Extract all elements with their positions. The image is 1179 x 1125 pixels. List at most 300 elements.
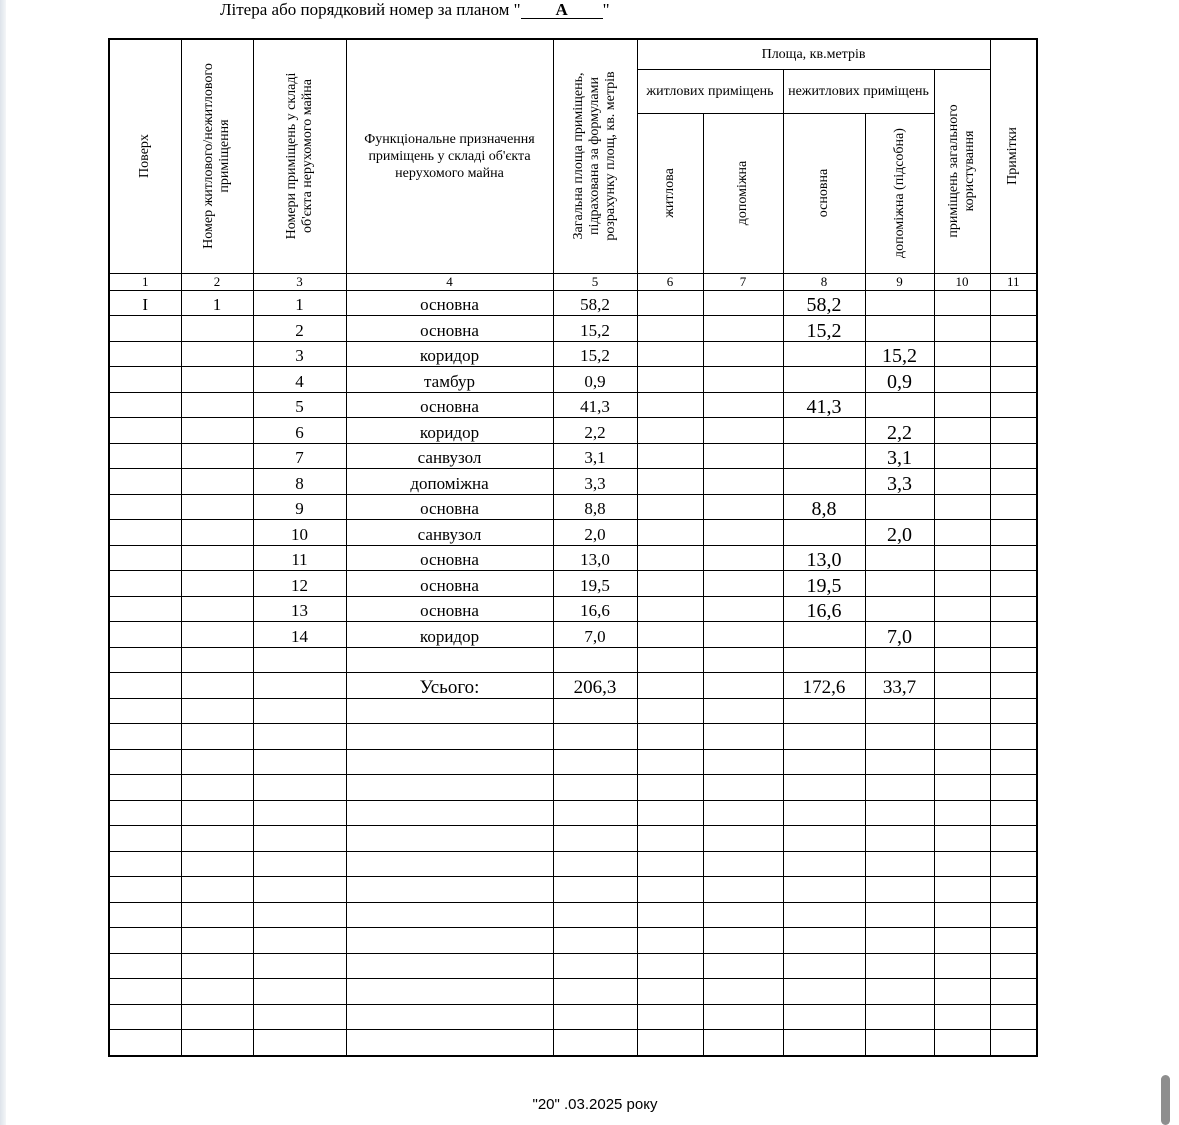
- empty-cell: [253, 673, 346, 699]
- cell-residential-living: [637, 520, 703, 546]
- cell-nonresidential-aux: 2,2: [865, 418, 934, 444]
- empty-cell: [865, 851, 934, 877]
- cell-residential-living: [637, 596, 703, 622]
- empty-cell: [934, 647, 990, 673]
- document-date: "20" .03.2025 року: [532, 1096, 658, 1113]
- empty-cell: [346, 647, 553, 673]
- empty-cell: [637, 826, 703, 852]
- table-row: [109, 622, 1037, 648]
- table-row: [109, 494, 1037, 520]
- empty-cell: [109, 979, 181, 1005]
- empty-cell: [109, 851, 181, 877]
- cell-residential-living: [637, 571, 703, 597]
- table-row: [109, 418, 1037, 444]
- empty-cell: [553, 877, 637, 903]
- empty-cell: [637, 877, 703, 903]
- cell-total-area: 19,5: [553, 571, 637, 597]
- table-row: [109, 545, 1037, 571]
- empty-row: [109, 647, 1037, 673]
- empty-cell: [703, 647, 783, 673]
- cell-room-number: 10: [253, 520, 346, 546]
- cell-room-number: 12: [253, 571, 346, 597]
- empty-cell: [253, 749, 346, 775]
- empty-cell: [783, 1030, 865, 1056]
- scrollbar-thumb[interactable]: [1161, 1075, 1170, 1125]
- cell-floor: [109, 622, 181, 648]
- column-number: 4: [346, 273, 553, 290]
- cell-room-number: 5: [253, 392, 346, 418]
- plan-letter-suffix: ": [602, 0, 610, 19]
- empty-cell: [109, 826, 181, 852]
- empty-cell: [703, 826, 783, 852]
- table-row: [109, 392, 1037, 418]
- cell-function: коридор: [346, 622, 553, 648]
- empty-cell: [934, 698, 990, 724]
- empty-cell: [346, 1004, 553, 1030]
- cell-nonresidential-aux: 3,3: [865, 469, 934, 495]
- empty-cell: [346, 724, 553, 750]
- cell-room-number: 7: [253, 443, 346, 469]
- header-room-numbers: Номери приміщень у складі об'єкта нерухомого майна: [253, 39, 346, 273]
- header-nonresidential: нежитлових приміщень: [783, 69, 934, 113]
- empty-cell: [181, 749, 253, 775]
- empty-cell: [703, 673, 783, 699]
- cell-notes: [990, 392, 1037, 418]
- header-residential-living: житлова: [637, 113, 703, 273]
- plan-letter-value: А: [521, 1, 603, 19]
- empty-cell: [934, 851, 990, 877]
- cell-nonresidential-aux: 15,2: [865, 341, 934, 367]
- empty-cell: [253, 647, 346, 673]
- empty-cell: [637, 749, 703, 775]
- empty-cell: [865, 928, 934, 954]
- empty-cell: [253, 902, 346, 928]
- empty-cell: [253, 877, 346, 903]
- empty-cell: [346, 953, 553, 979]
- empty-cell: [990, 775, 1037, 801]
- empty-cell: [934, 724, 990, 750]
- column-number: 6: [637, 273, 703, 290]
- cell-room-number: 6: [253, 418, 346, 444]
- empty-cell: [181, 724, 253, 750]
- table-row: [109, 520, 1037, 546]
- empty-cell: [865, 902, 934, 928]
- empty-cell: [181, 826, 253, 852]
- empty-cell: [553, 800, 637, 826]
- empty-cell: [346, 1030, 553, 1056]
- cell-notes: [990, 571, 1037, 597]
- cell-notes: [990, 290, 1037, 316]
- cell-residential-living: [637, 316, 703, 342]
- table-row: [109, 316, 1037, 342]
- empty-cell: [865, 826, 934, 852]
- cell-function: основна: [346, 571, 553, 597]
- empty-cell: [934, 953, 990, 979]
- table-body: [109, 290, 1037, 1056]
- cell-floor: [109, 392, 181, 418]
- cell-nonresidential-aux: [865, 290, 934, 316]
- cell-unit-number: [181, 316, 253, 342]
- empty-cell: [934, 877, 990, 903]
- cell-nonresidential-aux: 0,9: [865, 367, 934, 393]
- cell-room-number: 4: [253, 367, 346, 393]
- cell-floor: I: [109, 290, 181, 316]
- cell-unit-number: 1: [181, 290, 253, 316]
- empty-cell: [703, 775, 783, 801]
- empty-cell: [253, 1030, 346, 1056]
- empty-cell: [703, 851, 783, 877]
- empty-cell: [181, 698, 253, 724]
- empty-cell: [990, 647, 1037, 673]
- empty-cell: [783, 953, 865, 979]
- empty-cell: [553, 851, 637, 877]
- empty-cell: [865, 1030, 934, 1056]
- cell-nonresidential-main: [783, 367, 865, 393]
- empty-cell: [865, 698, 934, 724]
- column-number: 10: [934, 273, 990, 290]
- cell-room-number: 3: [253, 341, 346, 367]
- empty-cell: [637, 800, 703, 826]
- empty-row: [109, 928, 1037, 954]
- cell-notes: [990, 341, 1037, 367]
- cell-common-use: [934, 316, 990, 342]
- cell-unit-number: [181, 494, 253, 520]
- empty-cell: [553, 775, 637, 801]
- empty-cell: [109, 1004, 181, 1030]
- empty-cell: [637, 851, 703, 877]
- cell-residential-aux: [703, 443, 783, 469]
- empty-cell: [990, 979, 1037, 1005]
- empty-cell: [346, 775, 553, 801]
- cell-residential-aux: [703, 341, 783, 367]
- empty-cell: [990, 1030, 1037, 1056]
- empty-cell: [253, 979, 346, 1005]
- empty-cell: [637, 979, 703, 1005]
- header-residential: житлових приміщень: [637, 69, 783, 113]
- cell-residential-aux: [703, 392, 783, 418]
- cell-residential-living: [637, 392, 703, 418]
- empty-cell: [865, 800, 934, 826]
- cell-total-area: 3,3: [553, 469, 637, 495]
- cell-unit-number: [181, 571, 253, 597]
- column-numbers-row: [109, 273, 1037, 290]
- empty-cell: [553, 928, 637, 954]
- cell-residential-aux: [703, 290, 783, 316]
- empty-cell: [934, 800, 990, 826]
- cell-room-number: 8: [253, 469, 346, 495]
- cell-unit-number: [181, 469, 253, 495]
- total-main-sum: 172,6: [783, 673, 865, 699]
- empty-cell: [637, 724, 703, 750]
- column-number: 9: [865, 273, 934, 290]
- empty-cell: [553, 979, 637, 1005]
- cell-floor: [109, 341, 181, 367]
- cell-floor: [109, 367, 181, 393]
- cell-total-area: 2,2: [553, 418, 637, 444]
- cell-residential-aux: [703, 418, 783, 444]
- empty-cell: [181, 877, 253, 903]
- empty-cell: [637, 902, 703, 928]
- cell-total-area: 3,1: [553, 443, 637, 469]
- empty-cell: [181, 673, 253, 699]
- empty-cell: [783, 851, 865, 877]
- cell-nonresidential-aux: [865, 316, 934, 342]
- cell-unit-number: [181, 367, 253, 393]
- cell-room-number: 11: [253, 545, 346, 571]
- empty-cell: [109, 928, 181, 954]
- empty-cell: [637, 1030, 703, 1056]
- cell-unit-number: [181, 443, 253, 469]
- header-residential-aux: допоміжна: [703, 113, 783, 273]
- empty-cell: [703, 1004, 783, 1030]
- cell-nonresidential-aux: [865, 571, 934, 597]
- cell-function: коридор: [346, 418, 553, 444]
- cell-residential-aux: [703, 571, 783, 597]
- empty-cell: [553, 1030, 637, 1056]
- cell-common-use: [934, 622, 990, 648]
- empty-cell: [703, 749, 783, 775]
- cell-function: санвузол: [346, 443, 553, 469]
- cell-total-area: 16,6: [553, 596, 637, 622]
- cell-nonresidential-main: 8,8: [783, 494, 865, 520]
- cell-nonresidential-main: 15,2: [783, 316, 865, 342]
- cell-common-use: [934, 520, 990, 546]
- cell-common-use: [934, 469, 990, 495]
- empty-row: [109, 979, 1037, 1005]
- empty-cell: [109, 902, 181, 928]
- cell-room-number: 9: [253, 494, 346, 520]
- cell-common-use: [934, 494, 990, 520]
- cell-floor: [109, 443, 181, 469]
- empty-cell: [934, 826, 990, 852]
- empty-cell: [783, 826, 865, 852]
- cell-nonresidential-main: 13,0: [783, 545, 865, 571]
- empty-cell: [109, 749, 181, 775]
- cell-nonresidential-main: [783, 469, 865, 495]
- header-common-use: приміщень загального користування: [934, 69, 990, 273]
- empty-cell: [783, 877, 865, 903]
- cell-notes: [990, 443, 1037, 469]
- cell-function: допоміжна: [346, 469, 553, 495]
- empty-cell: [637, 673, 703, 699]
- empty-cell: [181, 902, 253, 928]
- cell-common-use: [934, 443, 990, 469]
- empty-cell: [346, 800, 553, 826]
- empty-cell: [181, 1004, 253, 1030]
- empty-cell: [553, 647, 637, 673]
- cell-notes: [990, 494, 1037, 520]
- total-area-sum: 206,3: [553, 673, 637, 699]
- empty-cell: [253, 1004, 346, 1030]
- cell-residential-living: [637, 290, 703, 316]
- empty-cell: [346, 851, 553, 877]
- cell-residential-aux: [703, 316, 783, 342]
- table-row: [109, 571, 1037, 597]
- empty-cell: [934, 902, 990, 928]
- cell-unit-number: [181, 418, 253, 444]
- empty-cell: [934, 673, 990, 699]
- cell-residential-living: [637, 545, 703, 571]
- table-row: [109, 367, 1037, 393]
- cell-nonresidential-main: 16,6: [783, 596, 865, 622]
- header-area-group: Площа, кв.метрів: [637, 39, 990, 69]
- cell-function: санвузол: [346, 520, 553, 546]
- cell-total-area: 13,0: [553, 545, 637, 571]
- empty-cell: [109, 698, 181, 724]
- empty-cell: [253, 851, 346, 877]
- empty-cell: [109, 1030, 181, 1056]
- cell-nonresidential-aux: [865, 494, 934, 520]
- cell-floor: [109, 596, 181, 622]
- empty-cell: [181, 851, 253, 877]
- empty-cell: [934, 775, 990, 801]
- cell-residential-living: [637, 341, 703, 367]
- cell-common-use: [934, 367, 990, 393]
- header-notes: Примітки: [990, 39, 1037, 273]
- empty-cell: [934, 1030, 990, 1056]
- empty-cell: [553, 902, 637, 928]
- empty-cell: [181, 800, 253, 826]
- total-aux-sum: 33,7: [865, 673, 934, 699]
- cell-unit-number: [181, 341, 253, 367]
- cell-function: основна: [346, 392, 553, 418]
- empty-cell: [783, 800, 865, 826]
- cell-nonresidential-aux: 7,0: [865, 622, 934, 648]
- cell-nonresidential-aux: [865, 596, 934, 622]
- cell-residential-living: [637, 622, 703, 648]
- cell-unit-number: [181, 596, 253, 622]
- empty-cell: [181, 647, 253, 673]
- empty-cell: [553, 826, 637, 852]
- cell-nonresidential-main: [783, 520, 865, 546]
- empty-cell: [990, 851, 1037, 877]
- empty-cell: [783, 1004, 865, 1030]
- cell-notes: [990, 596, 1037, 622]
- empty-cell: [253, 698, 346, 724]
- table-row: [109, 341, 1037, 367]
- header-unit-number: Номер житлового/нежитлового приміщення: [181, 39, 253, 273]
- empty-cell: [253, 826, 346, 852]
- cell-residential-living: [637, 469, 703, 495]
- empty-cell: [934, 1004, 990, 1030]
- empty-cell: [703, 928, 783, 954]
- cell-total-area: 7,0: [553, 622, 637, 648]
- empty-cell: [703, 1030, 783, 1056]
- total-row: [109, 673, 1037, 699]
- header-function: Функціональне призначення приміщень у складі об'єкта нерухомого майна: [346, 39, 553, 273]
- plan-letter-prefix: Літера або порядковий номер за планом ": [220, 0, 521, 19]
- empty-cell: [703, 724, 783, 750]
- header-nonresidential-aux: допоміжна (підсобна): [865, 113, 934, 273]
- cell-floor: [109, 545, 181, 571]
- empty-cell: [865, 979, 934, 1005]
- empty-cell: [553, 698, 637, 724]
- cell-unit-number: [181, 520, 253, 546]
- header-floor: Поверх: [109, 39, 181, 273]
- cell-common-use: [934, 392, 990, 418]
- cell-notes: [990, 545, 1037, 571]
- column-number: 11: [990, 273, 1037, 290]
- cell-function: основна: [346, 290, 553, 316]
- cell-residential-living: [637, 367, 703, 393]
- cell-residential-aux: [703, 596, 783, 622]
- empty-cell: [253, 953, 346, 979]
- table-row: [109, 469, 1037, 495]
- cell-notes: [990, 316, 1037, 342]
- empty-cell: [553, 749, 637, 775]
- empty-cell: [346, 979, 553, 1005]
- empty-cell: [181, 1030, 253, 1056]
- header-total-area: Загальна площа приміщень, підрахована за формулами розрахунку площ, кв. метрів: [553, 39, 637, 273]
- cell-notes: [990, 367, 1037, 393]
- column-number: 8: [783, 273, 865, 290]
- cell-residential-living: [637, 494, 703, 520]
- cell-residential-living: [637, 418, 703, 444]
- empty-cell: [783, 749, 865, 775]
- empty-cell: [181, 928, 253, 954]
- empty-cell: [553, 1004, 637, 1030]
- empty-row: [109, 800, 1037, 826]
- empty-cell: [637, 1004, 703, 1030]
- empty-cell: [703, 979, 783, 1005]
- empty-cell: [783, 647, 865, 673]
- empty-cell: [934, 979, 990, 1005]
- cell-residential-living: [637, 443, 703, 469]
- empty-cell: [109, 775, 181, 801]
- empty-cell: [990, 698, 1037, 724]
- empty-cell: [865, 877, 934, 903]
- cell-residential-aux: [703, 545, 783, 571]
- empty-cell: [865, 953, 934, 979]
- cell-room-number: 1: [253, 290, 346, 316]
- cell-notes: [990, 622, 1037, 648]
- cell-room-number: 13: [253, 596, 346, 622]
- column-number: 5: [553, 273, 637, 290]
- cell-total-area: 8,8: [553, 494, 637, 520]
- page-edge: [0, 0, 6, 1125]
- empty-cell: [990, 877, 1037, 903]
- empty-cell: [783, 902, 865, 928]
- cell-floor: [109, 418, 181, 444]
- cell-residential-aux: [703, 622, 783, 648]
- cell-nonresidential-aux: [865, 545, 934, 571]
- empty-row: [109, 953, 1037, 979]
- empty-cell: [181, 953, 253, 979]
- empty-cell: [637, 647, 703, 673]
- cell-nonresidential-main: 41,3: [783, 392, 865, 418]
- empty-cell: [703, 800, 783, 826]
- empty-cell: [553, 724, 637, 750]
- empty-row: [109, 1004, 1037, 1030]
- cell-notes: [990, 469, 1037, 495]
- empty-cell: [637, 775, 703, 801]
- cell-function: коридор: [346, 341, 553, 367]
- empty-cell: [109, 953, 181, 979]
- cell-nonresidential-main: 19,5: [783, 571, 865, 597]
- cell-floor: [109, 571, 181, 597]
- table-row: [109, 290, 1037, 316]
- empty-cell: [346, 749, 553, 775]
- cell-common-use: [934, 571, 990, 597]
- empty-cell: [109, 877, 181, 903]
- cell-room-number: 14: [253, 622, 346, 648]
- empty-cell: [703, 877, 783, 903]
- cell-common-use: [934, 290, 990, 316]
- empty-cell: [637, 928, 703, 954]
- empty-cell: [865, 775, 934, 801]
- cell-nonresidential-aux: 3,1: [865, 443, 934, 469]
- cell-room-number: 2: [253, 316, 346, 342]
